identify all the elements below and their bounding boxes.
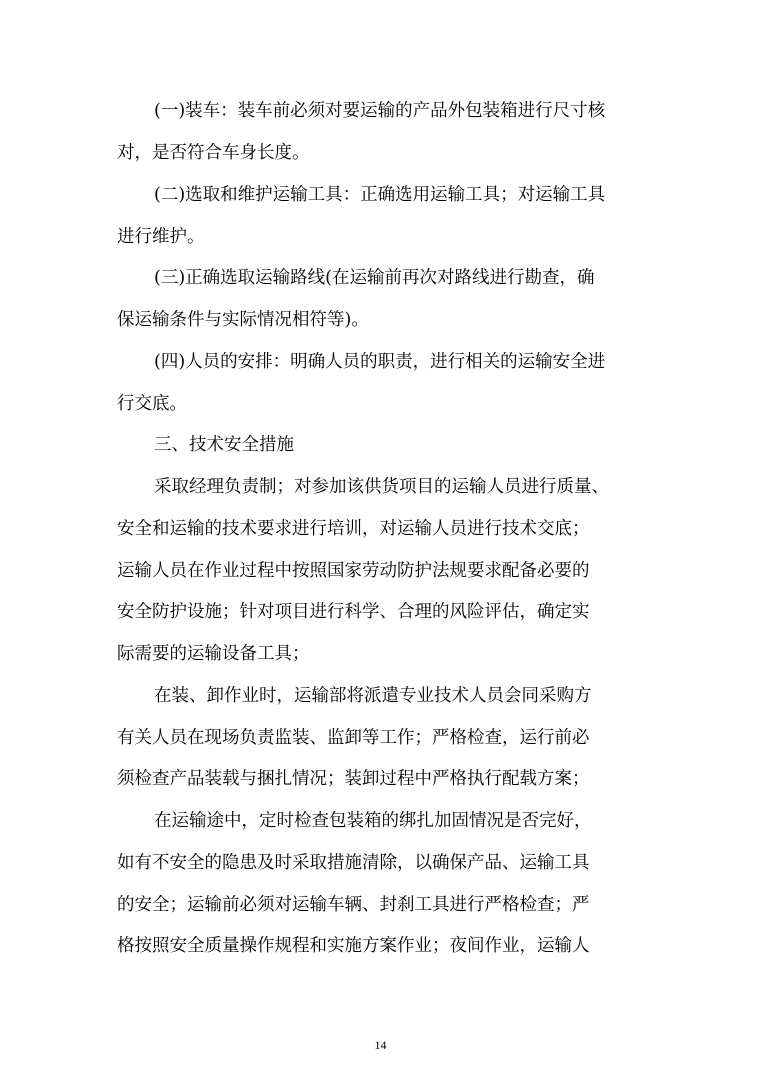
text-line: 安全和运输的技术要求进行培训，对运输人员进行技术交底； <box>117 519 590 539</box>
text-line: 际需要的运输设备工具； <box>117 644 310 664</box>
text-line: (二)选取和维护运输工具：正确选用运输工具；对运输工具 <box>154 185 606 205</box>
text-line: 在运输途中，定时检查包装箱的绑扎加固情况是否完好， <box>154 811 592 831</box>
page-number: 14 <box>374 1038 387 1052</box>
text-line: 运输人员在作业过程中按照国家劳动防护法规要求配备必要的 <box>117 561 590 581</box>
text-line: 采取经理负责制；对参加该供货项目的运输人员进行质量、 <box>154 477 609 497</box>
text-line: 对，是否符合车身长度。 <box>117 143 310 163</box>
text-line: 须检查产品装载与捆扎情况；装卸过程中严格执行配载方案； <box>117 769 590 789</box>
text-line: 的安全；运输前必须对运输车辆、封刹工具进行严格检查；严 <box>117 895 590 915</box>
text-line: 如有不安全的隐患及时采取措施清除，以确保产品、运输工具 <box>117 853 590 873</box>
text-line: 格按照安全质量操作规程和实施方案作业；夜间作业，运输人 <box>117 936 590 956</box>
text-line: 行交底。 <box>117 394 187 414</box>
text-line: (四)人员的安排：明确人员的职责，进行相关的运输安全进 <box>154 352 606 372</box>
text-line: 安全防护设施；针对项目进行科学、合理的风险评估，确定实 <box>117 602 590 622</box>
text-line: (三)正确选取运输路线(在运输前再次对路线进行勘查，确 <box>154 268 595 288</box>
text-line: 进行维护。 <box>117 227 205 247</box>
section-heading: 三、技术安全措施 <box>154 435 294 455</box>
text-line: (一)装车：装车前必须对要运输的产品外包装箱进行尺寸核 <box>154 101 606 121</box>
text-line: 在装、卸作业时，运输部将派遣专业技术人员会同采购方 <box>154 686 592 706</box>
text-line: 有关人员在现场负责监装、监卸等工作；严格检查，运行前必 <box>117 728 590 748</box>
text-line: 保运输条件与实际情况相符等)。 <box>117 310 369 330</box>
